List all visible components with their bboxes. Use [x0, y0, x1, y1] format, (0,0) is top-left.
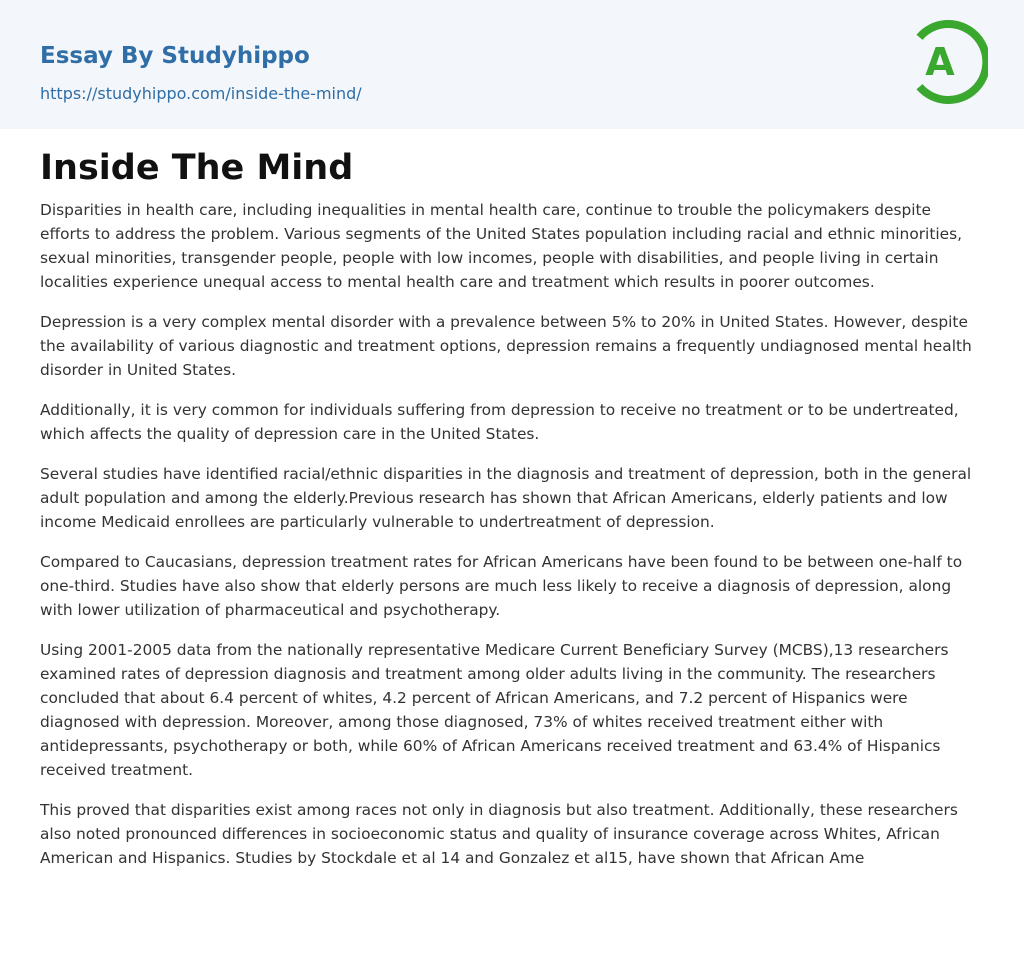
- logo-ring-icon: [910, 18, 988, 106]
- studyhippo-logo[interactable]: [910, 18, 988, 106]
- article-paragraph: Additionally, it is very common for individuals suffering from depression to receive no treatment or to be undertreated, which affects the quality of depression care in the United States.: [40, 401, 959, 443]
- article-paragraph: Several studies have identified racial/ethnic disparities in the diagnosis and treatment of depression, both in the general adult population and among the elderly.Previous research has shown that African Americans, elderly patients and low income Medicaid enrollees are particularly vulnerable to undertreatment of depression.: [40, 465, 972, 531]
- article-paragraph: Compared to Caucasians, depression treatment rates for African Americans have been found to be between one-half to one-third. Studies have also show that elderly persons are much less likely to receive a diagnosis of depression, along with lower utilization of pharmaceutical and psychotherapy.: [40, 553, 963, 619]
- article: [40, 142, 984, 886]
- article-title: Inside The Mind: [40, 148, 354, 188]
- article-paragraph: Disparities in health care, including inequalities in mental health care, continue to trouble the policymakers despite efforts to address the problem. Various segments of the United States population including racial and ethnic minorities, sexual minorities, transgender people, people with low incomes, people with disabilities, and people living in certain localities experience unequal access to mental health care and treatment which results in poorer outcomes.: [40, 201, 963, 291]
- site-header: [0, 0, 1024, 129]
- article-paragraph: Using 2001-2005 data from the nationally representative Medicare Current Beneficiary Survey (MCBS),13 researchers examined rates of depression diagnosis and treatment among older adults living in the community. The researchers concluded that about 6.4 percent of whites, 4.2 percent of African Americans, and 7.2 percent of Hispanics were diagnosed with depression. Moreover, among those diagnosed, 73% of whites received treatment either with antidepressants, psychotherapy or both, while 60% of African Americans received treatment and 63.4% of Hispanics received treatment.: [40, 641, 949, 779]
- article-paragraph: This proved that disparities exist among races not only in diagnosis but also treatment. Additionally, these researchers also noted pronounced differences in socioeconomic status and quality of insurance coverage across Whites, African American and Hispanics. Studies by Stockdale et al 14 and Gonzalez et al15, have shown that African Ame: [40, 801, 958, 867]
- site-title[interactable]: Essay By Studyhippo: [40, 43, 310, 69]
- source-url-link[interactable]: https://studyhippo.com/inside-the-mind/: [40, 84, 362, 103]
- article-paragraph: Depression is a very complex mental disorder with a prevalence between 5% to 20% in United States. However, despite the availability of various diagnostic and treatment options, depression remains a frequently undiagnosed mental health disorder in United States.: [40, 313, 972, 379]
- logo-letter: A: [925, 40, 955, 84]
